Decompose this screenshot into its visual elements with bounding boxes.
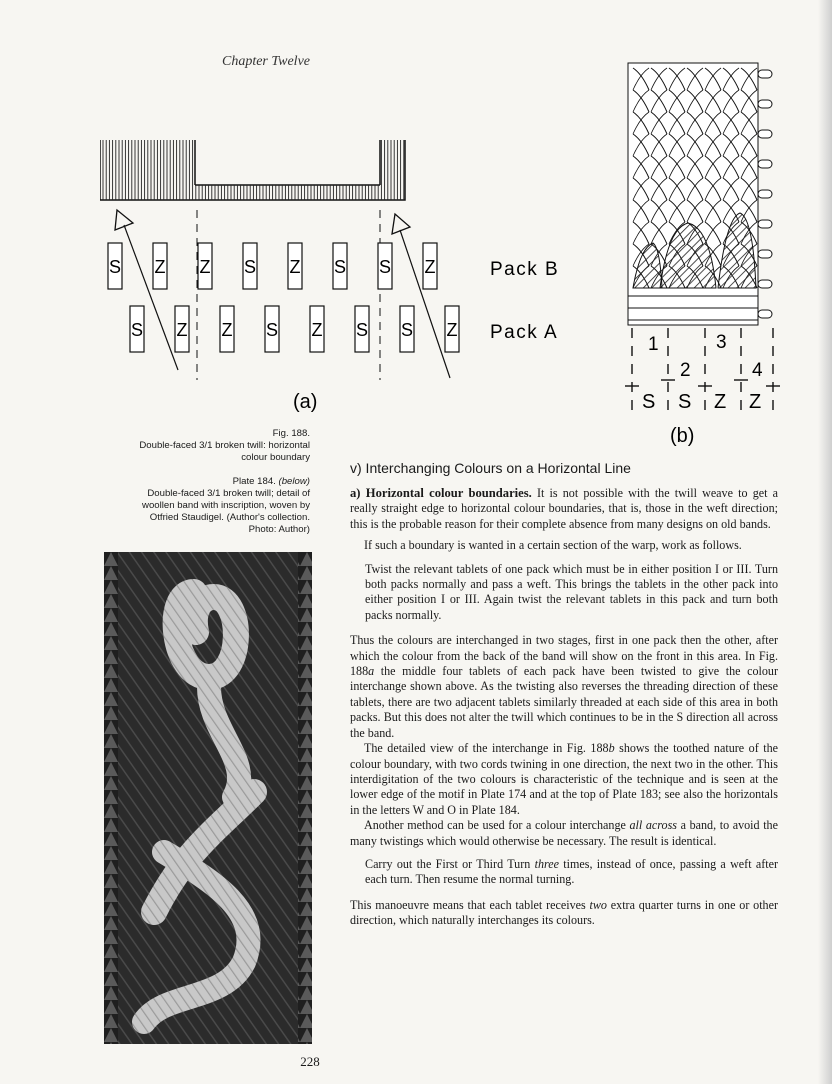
instruction-block: Twist the relevant tablets of one pack which must be in either position I or III. Turn both packs normally and pass a weft. This brings the tablets in the other pack into either position I or III. Again twist the relevant tablets in this pack and turn both packs normally. xyxy=(365,561,778,622)
plate-caption-line: Otfried Staudigel. (Author's collection. xyxy=(149,512,310,523)
tablet-letter: S xyxy=(642,391,656,413)
tablet xyxy=(198,243,212,289)
pack-a-label: Pack A xyxy=(490,322,559,343)
tablet-letter: S xyxy=(108,257,122,277)
paragraph-text: extra quarter turns in one or other direction, which naturally interchanges its colours. xyxy=(350,897,778,928)
tablet xyxy=(400,306,414,352)
plate-number: Plate 184. xyxy=(232,476,276,487)
tablet-letter: Z xyxy=(154,257,166,277)
paragraph-text: It is not possible with the twill weave to get a really straight edge to horizontal colour boundaries, that is, those in the weft direction; this is the probable reason for their complete absence from many designs on old bands. xyxy=(350,486,778,531)
plate-caption-line: woollen band with inscription, woven by xyxy=(142,500,310,511)
paragraph xyxy=(350,818,778,849)
pack-b-tablets xyxy=(108,243,437,289)
paragraph-text: The detailed view of the interchange in Fig. 188 xyxy=(364,741,609,756)
tablet-letter: S xyxy=(130,320,144,340)
tablet-letter: Z xyxy=(221,320,233,340)
tablet-letter: Z xyxy=(311,320,323,340)
paragraph-text: Another method can be used for a colour interchange xyxy=(364,818,630,833)
paragraph-text: a band, to avoid the many twistings which would otherwise be necessary. The result is identical. xyxy=(350,818,778,848)
cord-number-3: 3 xyxy=(716,332,727,353)
plate-184-photo xyxy=(104,552,312,1044)
tablet xyxy=(333,243,347,289)
plate-caption-line: Double-faced 3/1 broken twill; detail of xyxy=(147,488,310,499)
paragraph-text: the middle four tablets of each pack have been twisted to give the colour interchange shown above. As the twisting also reverses the threading direction of these tablets, there are two adjacent tablets similarly threaded at each side of this area in both packs. But this does not alter the twill which continues to be in the S direction all across the band. xyxy=(350,664,778,740)
tablet xyxy=(378,243,392,289)
emphasis: all across xyxy=(629,818,677,833)
tablet xyxy=(130,306,144,352)
cord-number-1: 1 xyxy=(648,334,659,355)
body-text xyxy=(350,486,778,935)
paragraph-text: times, instead of once, passing a weft after each turn. Then resume the normal turning. xyxy=(365,856,779,887)
tablet xyxy=(310,306,324,352)
paragraph-text: Thus the colours are interchanged in two stages, first in one pack then the other, after which the colour from the back of the band will show on the front in this area. In Fig. 188 xyxy=(350,633,778,679)
tablet-letter: Z xyxy=(289,257,301,277)
paragraph xyxy=(350,741,778,818)
page-edge-shadow xyxy=(818,0,832,1084)
tablet xyxy=(153,243,167,289)
tablet xyxy=(445,306,459,352)
tablet xyxy=(108,243,122,289)
cord-number-4: 4 xyxy=(752,360,763,381)
figure-188a xyxy=(100,130,570,420)
tablet-letter: Z xyxy=(424,257,436,277)
figure-b-tablet-letters xyxy=(642,391,761,413)
paragraph xyxy=(350,898,778,929)
band-diagram xyxy=(100,140,405,200)
figure-caption xyxy=(80,428,310,464)
page-number: 228 xyxy=(300,1054,320,1069)
paragraph xyxy=(350,633,778,741)
tablet-letter: S xyxy=(400,320,414,340)
figure-a-label: (a) xyxy=(293,391,318,413)
figure-caption-line: colour boundary xyxy=(241,452,310,463)
tablet-letter: S xyxy=(333,257,347,277)
plate-caption xyxy=(60,476,310,536)
tablet xyxy=(423,243,437,289)
paragraph xyxy=(350,486,778,532)
figure-ref: b xyxy=(608,741,615,756)
section-heading: v) Interchanging Colours on a Horizontal Line xyxy=(350,460,631,476)
emphasis: two xyxy=(589,897,607,912)
figure-b-label: (b) xyxy=(670,425,695,447)
band-detail xyxy=(628,63,772,325)
tablet xyxy=(175,306,189,352)
tablet-letter: S xyxy=(265,320,279,340)
plate-caption-line: Photo: Author) xyxy=(248,524,310,535)
paragraph-text: shows the toothed nature of the colour boundary, with two cords twining in one direction, the next two in the other. This interdigitation of the two colours is characteristic of the technique and is seen at the lower edge of the motif in Plate 174 and at the top of Plate 183; see also the horizontals in the letters W and O in Plate 184. xyxy=(350,741,779,817)
tablet-letter: S xyxy=(355,320,369,340)
plate-caption-title xyxy=(60,476,310,488)
plate-note: (below) xyxy=(278,476,310,487)
figure-caption-line: Double-faced 3/1 broken twill: horizontal xyxy=(139,440,310,451)
figure-ref: a xyxy=(368,664,375,679)
subheading: a) Horizontal colour boundaries. xyxy=(350,486,532,500)
tablet xyxy=(355,306,369,352)
tablet-letter: Z xyxy=(199,257,211,277)
tablet-letter: Z xyxy=(176,320,188,340)
pack-b-label: Pack B xyxy=(490,259,560,280)
paragraph-text: This manoeuvre means that each tablet receives xyxy=(350,897,590,912)
tablet-letter: S xyxy=(378,257,392,277)
tablet xyxy=(288,243,302,289)
tablet-letter: Z xyxy=(749,391,762,413)
cord-number-2: 2 xyxy=(680,360,691,381)
tablet-letter: S xyxy=(243,257,257,277)
figure-number: Fig. 188. xyxy=(272,428,310,439)
tablet xyxy=(220,306,234,352)
tablet-letter: Z xyxy=(714,391,727,413)
tablet xyxy=(265,306,279,352)
emphasis: three xyxy=(534,856,559,871)
twill-arrow-left xyxy=(115,210,178,370)
instruction-block xyxy=(365,857,778,888)
paragraph: If such a boundary is wanted in a certain section of the warp, work as follows. xyxy=(364,538,742,553)
pack-a-tablets xyxy=(130,306,459,352)
figure-188b xyxy=(618,58,788,448)
tablet xyxy=(243,243,257,289)
paragraph-text: Carry out the First or Third Turn xyxy=(365,856,535,871)
tablet-letter: Z xyxy=(446,320,458,340)
running-header: Chapter Twelve xyxy=(221,54,310,69)
tablet-letter: S xyxy=(678,391,692,413)
twill-arrow-right xyxy=(392,214,450,378)
